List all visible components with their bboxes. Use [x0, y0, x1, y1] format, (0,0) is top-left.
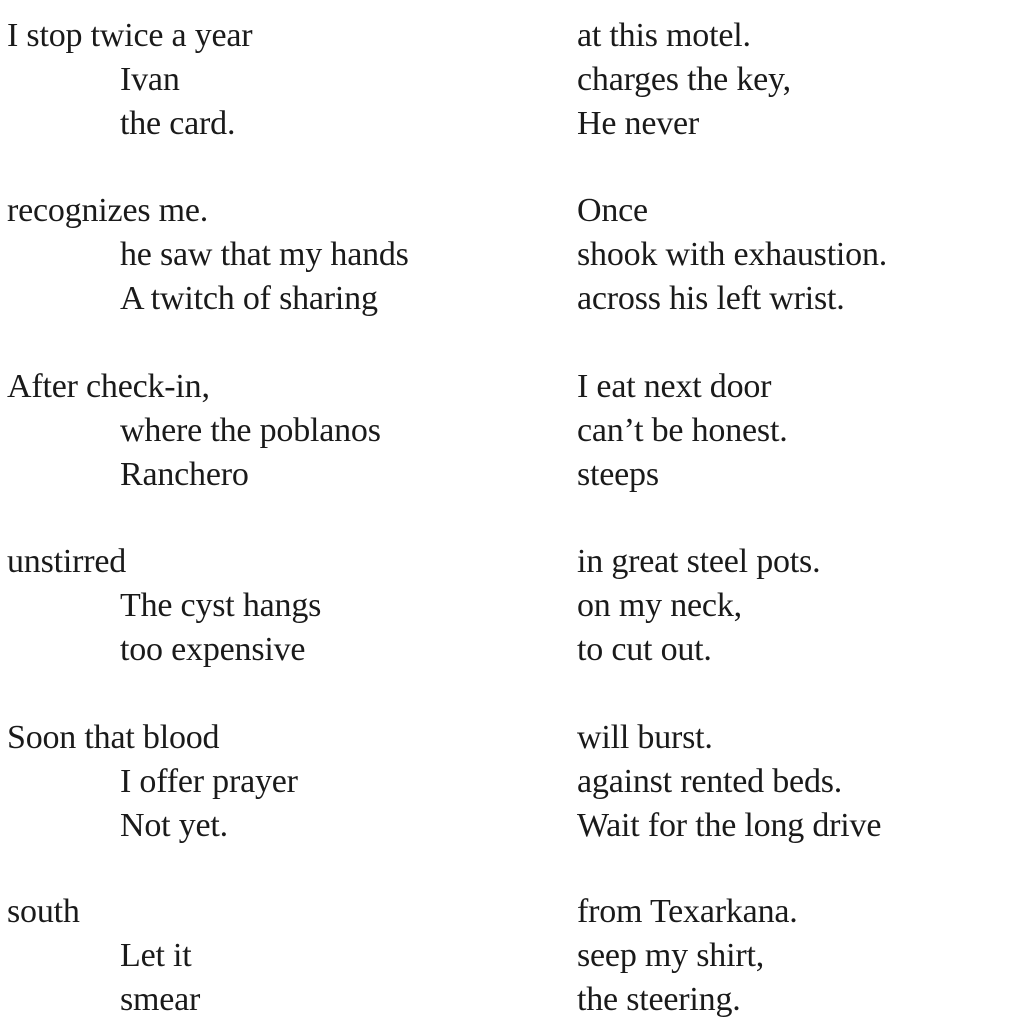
stanza-4: [0, 540, 1011, 675]
left-column-text: smear: [120, 981, 201, 1018]
right-column-text: in great steel pots.: [577, 543, 821, 580]
poem-line: [0, 890, 1011, 934]
left-column-text: After check-in,: [7, 368, 210, 405]
poem-line: [0, 14, 1011, 58]
left-column-text: I stop twice a year: [7, 17, 253, 54]
stanza-6: [0, 890, 1011, 1025]
right-column-text: against rented beds.: [577, 763, 843, 800]
poem-line: [0, 189, 1011, 233]
poem-line: [0, 540, 1011, 584]
left-column-text: the card.: [120, 105, 236, 142]
right-column-text: charges the key,: [577, 61, 791, 98]
poem-line: [0, 409, 1011, 453]
stanza-5: [0, 716, 1011, 851]
right-column-text: seep my shirt,: [577, 937, 765, 974]
left-column-text: Ivan: [120, 61, 180, 98]
right-column-text: to cut out.: [577, 631, 712, 668]
left-column-text: A twitch of sharing: [120, 280, 378, 317]
right-column-text: shook with exhaustion.: [577, 236, 888, 273]
right-column-text: the steering.: [577, 981, 741, 1018]
left-column-text: unstirred: [7, 543, 127, 580]
poem-line: [0, 584, 1011, 628]
poem-line: [0, 233, 1011, 277]
right-column-text: He never: [577, 105, 700, 142]
right-column-text: from Texarkana.: [577, 893, 798, 930]
left-column-text: Ranchero: [120, 456, 249, 493]
left-column-text: Soon that blood: [7, 719, 220, 756]
left-column-text: south: [7, 893, 80, 930]
left-column-text: recognizes me.: [7, 192, 209, 229]
left-column-text: he saw that my hands: [120, 236, 409, 273]
left-column-text: where the poblanos: [120, 412, 381, 449]
right-column-text: Once: [577, 192, 648, 229]
left-column-text: I offer prayer: [120, 763, 298, 800]
poem-line: [0, 102, 1011, 146]
poem-line: [0, 760, 1011, 804]
left-column-text: The cyst hangs: [120, 587, 322, 624]
stanza-2: [0, 189, 1011, 324]
poem-line: [0, 58, 1011, 102]
right-column-text: will burst.: [577, 719, 713, 756]
right-column-text: can’t be honest.: [577, 412, 788, 449]
right-column-text: across his left wrist.: [577, 280, 845, 317]
poem-line: [0, 628, 1011, 672]
right-column-text: I eat next door: [577, 368, 772, 405]
right-column-text: Wait for the long drive: [577, 807, 882, 844]
stanza-1: [0, 14, 1011, 149]
poem-line: [0, 365, 1011, 409]
left-column-text: Let it: [120, 937, 192, 974]
poem-line: [0, 277, 1011, 321]
poem-line: [0, 453, 1011, 497]
right-column-text: steeps: [577, 456, 659, 493]
poem-line: [0, 716, 1011, 760]
left-column-text: Not yet.: [120, 807, 228, 844]
right-column-text: at this motel.: [577, 17, 751, 54]
poem-line: [0, 978, 1011, 1022]
left-column-text: too expensive: [120, 631, 306, 668]
right-column-text: on my neck,: [577, 587, 742, 624]
poem-line: [0, 934, 1011, 978]
poem-line: [0, 804, 1011, 848]
stanza-3: [0, 365, 1011, 500]
